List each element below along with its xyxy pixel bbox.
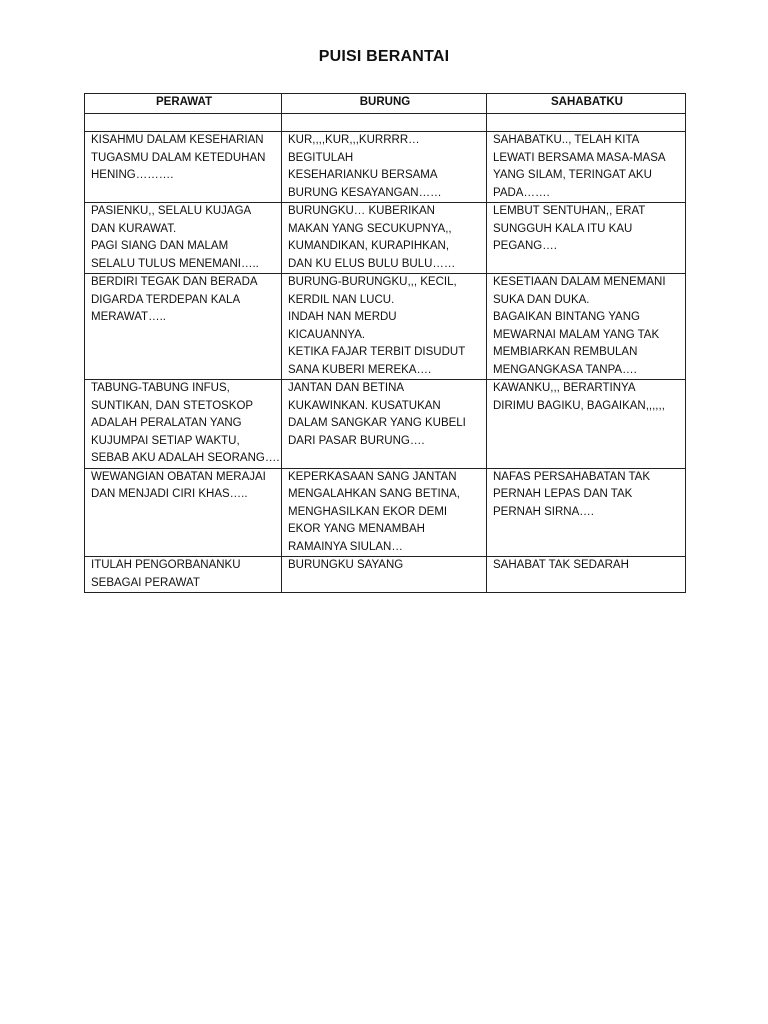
verse-line: PASIENKU,, SELALU KUJAGA: [91, 205, 252, 217]
table-cell-sahabatku: [487, 203, 686, 274]
verse-line: SAHABATKU.., TELAH KITA: [493, 134, 640, 146]
verse-line: BAGAIKAN BINTANG YANG: [493, 311, 640, 323]
table-cell-burung: [282, 203, 487, 274]
column-header-burung: BURUNG: [282, 94, 487, 114]
verse-line: MAKAN YANG SECUKUPNYA,,: [288, 222, 452, 235]
verse-line: YANG SILAM, TERINGAT AKU: [493, 169, 652, 181]
verse-line: WEWANGIAN OBATAN MERAJAI: [91, 470, 266, 483]
table-cell-perawat: [85, 557, 282, 593]
verse-line: KUKAWINKAN. KUSATUKAN: [288, 399, 441, 412]
verse-line: SEBAB AKU ADALAH SEORANG….: [91, 452, 280, 464]
verse-line: BURUNGKU… KUBERIKAN: [288, 205, 435, 217]
table-cell-sahabatku: [487, 274, 686, 380]
verse-line: ITULAH PENGORBANANKU: [91, 559, 241, 571]
verse-line: MEMBIARKAN REMBULAN: [493, 346, 638, 358]
verse-line: BURUNG KESAYANGAN……: [288, 186, 442, 199]
verse-line: SANA KUBERI MEREKA….: [288, 363, 432, 376]
table-cell-burung: [282, 380, 487, 469]
verse-line: PEGANG….: [493, 240, 557, 252]
empty-cell: [85, 114, 282, 132]
verse-line: HENING……….: [91, 169, 174, 181]
verse-line: SAHABAT TAK SEDARAH: [493, 559, 629, 571]
table-row: [85, 132, 686, 203]
poem-table: [84, 93, 686, 593]
table-cell-perawat: [85, 132, 282, 203]
empty-cell: [282, 114, 487, 132]
verse-line: DAN KURAWAT.: [91, 222, 177, 235]
table-cell-sahabatku: [487, 468, 686, 557]
table-cell-perawat: [85, 468, 282, 557]
verse-line: DAN MENJADI CIRI KHAS…..: [91, 488, 248, 500]
verse-line: KERDIL NAN LUCU.: [288, 293, 395, 306]
column-header-perawat: PERAWAT: [85, 94, 282, 114]
verse-line: KEPERKASAAN SANG JANTAN: [288, 470, 457, 483]
table-cell-sahabatku: [487, 132, 686, 203]
verse-line: BURUNGKU SAYANG: [288, 559, 404, 571]
verse-line: SUNTIKAN, DAN STETOSKOP: [91, 399, 254, 412]
verse-line: INDAH NAN MERDU: [288, 311, 397, 323]
verse-line: DIRIMU BAGIKU, BAGAIKAN,,,,,,: [493, 399, 665, 412]
table-cell-perawat: [85, 203, 282, 274]
verse-line: LEMBUT SENTUHAN,, ERAT: [493, 205, 646, 217]
verse-line: KESEHARIANKU BERSAMA: [288, 169, 438, 181]
verse-line: EKOR YANG MENAMBAH: [288, 523, 425, 535]
table-row: [85, 274, 686, 380]
verse-line: SELALU TULUS MENEMANI…..: [91, 257, 259, 270]
verse-line: NAFAS PERSAHABATAN TAK: [493, 470, 650, 483]
table-cell-sahabatku: [487, 557, 686, 593]
verse-line: BEGITULAH: [288, 151, 354, 164]
table-cell-burung: [282, 274, 487, 380]
verse-line: KUR,,,,KUR,,,KURRRR…: [288, 134, 420, 146]
empty-cell: [487, 114, 686, 132]
verse-line: DALAM SANGKAR YANG KUBELI: [288, 417, 466, 429]
verse-line: KESETIAAN DALAM MENEMANI: [493, 276, 666, 288]
verse-line: MERAWAT…..: [91, 311, 166, 323]
verse-line: SUNGGUH KALA ITU KAU: [493, 222, 633, 235]
verse-line: LEWATI BERSAMA MASA-MASA: [493, 151, 666, 164]
verse-line: PERNAH LEPAS DAN TAK: [493, 488, 633, 500]
verse-line: KUMANDIKAN, KURAPIHKAN,: [288, 240, 450, 252]
verse-line: SUKA DAN DUKA.: [493, 293, 590, 306]
verse-line: KETIKA FAJAR TERBIT DISUDUT: [288, 346, 466, 358]
verse-line: BERDIRI TEGAK DAN BERADA: [91, 276, 258, 288]
verse-line: MENGHASILKAN EKOR DEMI: [288, 505, 448, 518]
verse-line: MENGALAHKAN SANG BETINA,: [288, 488, 460, 500]
verse-line: JANTAN DAN BETINA: [288, 382, 405, 394]
page-title: PUISI BERANTAI: [318, 48, 450, 65]
verse-line: BURUNG-BURUNGKU,,, KECIL,: [288, 276, 457, 288]
header-row: [85, 94, 686, 114]
verse-line: DAN KU ELUS BULU BULU……: [288, 257, 456, 270]
verse-line: KAWANKU,,, BERARTINYA: [493, 382, 636, 394]
table-row: [85, 468, 686, 557]
table-row: [85, 203, 686, 274]
table-cell-burung: [282, 468, 487, 557]
verse-line: MENGANGKASA TANPA….: [493, 363, 637, 376]
verse-line: PAGI SIANG DAN MALAM: [91, 240, 229, 252]
verse-line: PADA…….: [493, 186, 550, 199]
table-body: [85, 114, 686, 593]
empty-row: [85, 114, 686, 132]
verse-line: SEBAGAI PERAWAT: [91, 576, 200, 589]
verse-line: PERNAH SIRNA….: [493, 505, 594, 518]
verse-line: KISAHMU DALAM KESEHARIAN: [91, 134, 264, 146]
table-cell-burung: [282, 557, 487, 593]
table-row: [85, 557, 686, 593]
verse-line: ADALAH PERALATAN YANG: [91, 417, 242, 429]
verse-line: MEWARNAI MALAM YANG TAK: [493, 328, 660, 341]
verse-line: KUJUMPAI SETIAP WAKTU,: [91, 434, 240, 447]
table-row: [85, 380, 686, 469]
table-cell-sahabatku: [487, 380, 686, 469]
verse-line: KICAUANNYA.: [288, 328, 366, 341]
table-cell-perawat: [85, 274, 282, 380]
column-header-sahabatku: SAHABATKU: [487, 94, 686, 114]
table-cell-perawat: [85, 380, 282, 469]
verse-line: DARI PASAR BURUNG….: [288, 434, 425, 447]
verse-line: DIGARDA TERDEPAN KALA: [91, 293, 241, 306]
table-cell-burung: [282, 132, 487, 203]
verse-line: TABUNG-TABUNG INFUS,: [91, 382, 230, 394]
verse-line: RAMAINYA SIULAN…: [288, 540, 403, 553]
verse-line: TUGASMU DALAM KETEDUHAN: [91, 151, 266, 164]
